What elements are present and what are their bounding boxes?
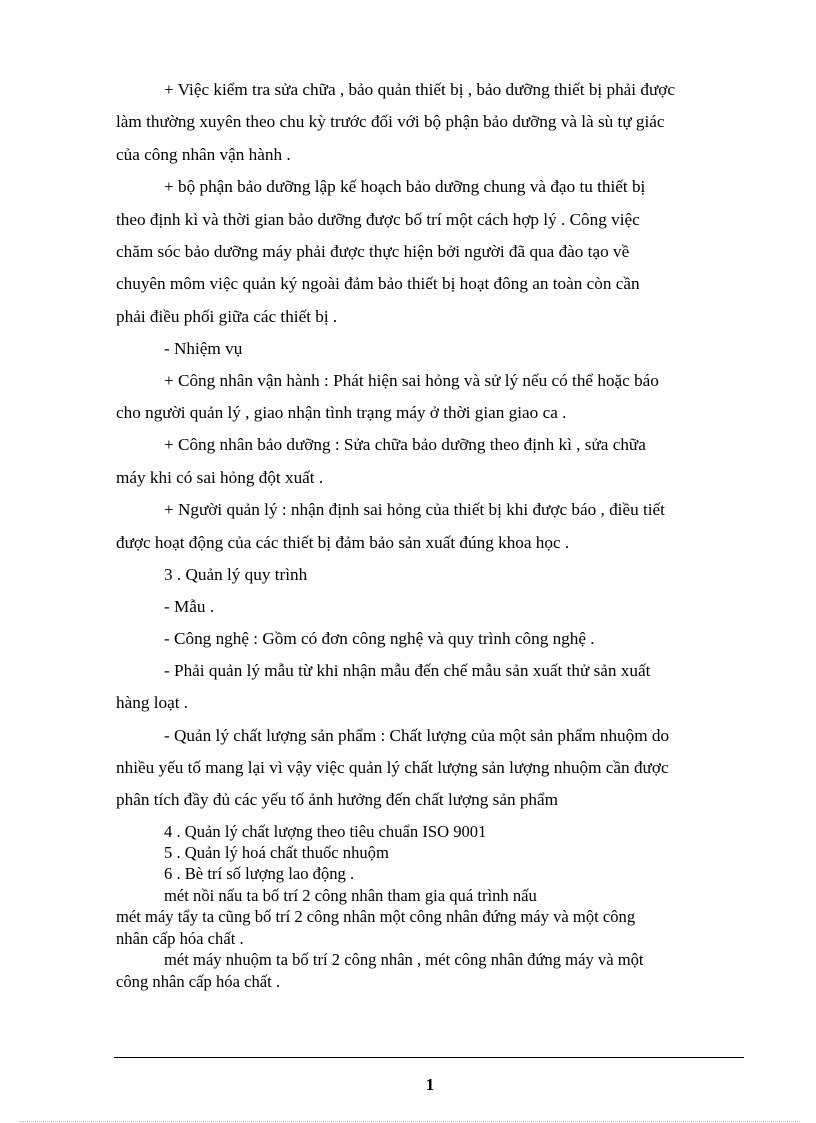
text-line: + Người quản lý : nhận định sai hỏng của thiết bị khi được báo , điều tiết bbox=[164, 500, 665, 519]
text-line: theo định kì và thời gian bảo dưỡng được bố trí một cách hợp lý . Công việc bbox=[116, 210, 640, 229]
text-line: + Công nhân vận hành : Phát hiện sai hỏng và sử lý nếu có thể hoặc báo bbox=[164, 371, 659, 390]
text-line: chuyên môm việc quản ký ngoài đảm bảo thiết bị hoạt đông an toàn còn cần bbox=[116, 274, 640, 293]
section-heading: 4 . Quản lý chất lượng theo tiêu chuẩn ISO 9001 bbox=[164, 822, 487, 841]
text-line: + Việc kiểm tra sửa chữa , bảo quản thiết bị , bảo dưỡng thiết bị phải được bbox=[164, 80, 676, 99]
section-heading: 6 . Bè trí số lượng lao động . bbox=[164, 864, 355, 883]
section-heading: 5 . Quản lý hoá chất thuốc nhuộm bbox=[164, 843, 389, 862]
text-line: phân tích đầy đủ các yếu tố ảnh hưởng đến chất lượng sản phẩm bbox=[116, 790, 559, 809]
text-line: - Nhiệm vụ bbox=[164, 339, 243, 358]
text-line: nhân cấp hóa chất . bbox=[116, 929, 244, 948]
text-line: cho người quản lý , giao nhận tình trạng máy ở thời gian giao ca . bbox=[116, 403, 567, 422]
text-line: được hoạt động của các thiết bị đảm bảo sản xuất đúng khoa học . bbox=[116, 533, 570, 552]
text-line: nhiều yếu tố mang lại vì vậy việc quản lý chất lượng sản lượng nhuộm cần được bbox=[116, 758, 669, 777]
text-line: máy khi có sai hỏng đột xuất . bbox=[116, 468, 324, 487]
page-boundary bbox=[20, 1121, 800, 1122]
text-line: của công nhân vận hành . bbox=[116, 145, 291, 164]
text-line: làm thường xuyên theo chu kỳ trước đối với bộ phận bảo dưỡng và là sù tự giác bbox=[116, 112, 665, 131]
text-line: - Mẫu . bbox=[164, 597, 215, 616]
footer-rule bbox=[114, 1057, 744, 1058]
text-line: mét máy nhuộm ta bố trí 2 công nhân , mét công nhân đứng máy và một bbox=[164, 950, 644, 969]
page-number: 1 bbox=[425, 1075, 435, 1094]
text-line: + bộ phận bảo dưỡng lập kế hoạch bảo dưỡng chung và đạo tu thiết bị bbox=[164, 177, 646, 196]
text-line: + Công nhân bảo dưỡng : Sửa chữa bảo dưỡng theo định kì , sửa chữa bbox=[164, 435, 646, 454]
text-line: công nhân cấp hóa chất . bbox=[116, 972, 281, 991]
text-line: mét máy tẩy ta cũng bố trí 2 công nhân một công nhân đứng máy và một công bbox=[116, 907, 636, 926]
text-line: - Quản lý chất lượng sản phẩm : Chất lượng của một sản phẩm nhuộm do bbox=[164, 726, 670, 745]
section-heading: 3 . Quản lý quy trình bbox=[164, 565, 308, 584]
text-line: - Phải quản lý mẫu từ khi nhận mẫu đến chế mẫu sản xuất thử sản xuất bbox=[164, 661, 651, 680]
text-line: phải điều phối giữa các thiết bị . bbox=[116, 307, 338, 326]
text-line: chăm sóc bảo dưỡng máy phải được thực hiện bởi người đã qua đào tạo về bbox=[116, 242, 630, 261]
text-line: mét nồi nấu ta bố trí 2 công nhân tham gia quá trình nấu bbox=[164, 886, 537, 905]
text-line: hàng loạt . bbox=[116, 693, 189, 712]
text-line: - Công nghệ : Gồm có đơn công nghệ và quy trình công nghệ . bbox=[164, 629, 595, 648]
